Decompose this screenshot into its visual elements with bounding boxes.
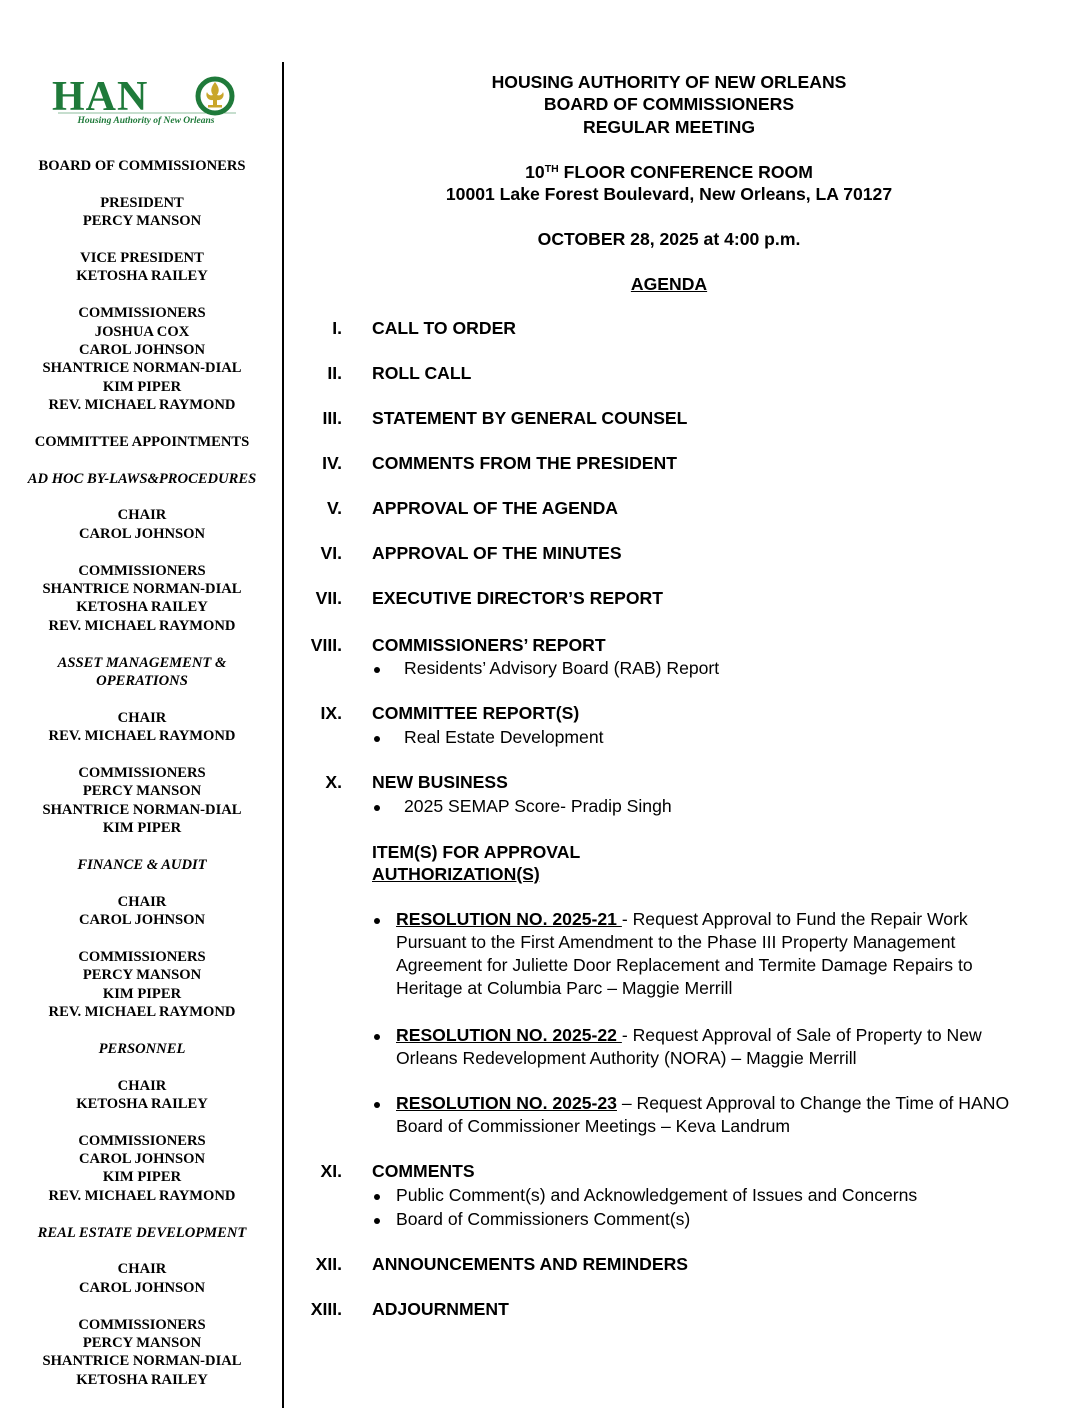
roster-line: PERCY MANSON [82,213,202,230]
roster-line: KETOSHA RAILEY [76,268,208,285]
board-roster-list [8,157,276,1389]
roster-line: KETOSHA RAILEY [76,599,208,616]
resolution-item [396,1024,1036,1070]
roster-spacer [8,690,276,708]
roster-line: CAROL JOHNSON [78,341,206,358]
meeting-type: REGULAR MEETING [582,117,756,137]
vertical-divider [282,62,284,1408]
committee-heading: REAL ESTATE DEVELOPMENT [37,1224,247,1241]
agenda-item-title: ADJOURNMENT [372,1299,509,1319]
roster-line: PRESIDENT [100,194,184,211]
resolution-description: – Request Approval to Change the Time of HANO Board of Commissioner Meetings – Keva Landrum [396,1093,1010,1136]
agenda-item-number: XIII. [310,1299,342,1319]
roster-spacer [8,1205,276,1223]
hano-logo [50,74,240,126]
agenda-item-title: COMMITTEE REPORT(S) [372,703,580,723]
roster-spacer [8,1113,276,1131]
roster-spacer [8,1242,276,1260]
bullet-icon [374,1102,380,1108]
agenda-item-title: ROLL CALL [372,363,472,383]
bullet-icon [374,918,380,924]
agenda-item-number: VII. [315,588,342,608]
roster-line: CHAIR [117,507,167,524]
roster-spacer [8,746,276,764]
roster-spacer [8,635,276,653]
bullet-icon [374,1194,380,1200]
org-name: HOUSING AUTHORITY OF NEW ORLEANS [491,72,847,92]
roster-line: REV. MICHAEL RAYMOND [48,397,236,414]
roster-spacer [8,543,276,561]
roster-line: COMMISSIONERS [78,764,206,781]
roster-spacer [8,414,276,432]
committee-heading: PERSONNEL [98,1040,186,1057]
svg-text:HAN: HAN [52,74,149,120]
agenda-item-number: XI. [320,1161,342,1181]
roster-line: REV. MICHAEL RAYMOND [48,1187,236,1204]
resolution-description: - Request Approval to Fund the Repair Work Pursuant to the First Amendment to the Phase III Property Management Agreement for Juliette Door Replacement and Termite Damage Repairs to Heritage at Columbia Parc – Maggie Merrill [396,909,973,998]
resolution-number: RESOLUTION NO. 2025-22 [396,1025,622,1045]
committee-heading: FINANCE & AUDIT [77,856,207,873]
roster-spacer [8,488,276,506]
roster-line: COMMISSIONERS [78,305,206,322]
roster-line: COMMISSIONERS [78,562,206,579]
agenda-item-title: EXECUTIVE DIRECTOR’S REPORT [372,588,663,608]
agenda-item-number: II. [327,363,342,383]
agenda-subitem: Board of Commissioners Comment(s) [396,1209,691,1229]
meeting-address: 10001 Lake Forest Boulevard, New Orleans, LA 70127 [445,184,893,204]
agenda-item-title: COMMENTS FROM THE PRESIDENT [372,453,677,473]
agenda-subitem: Real Estate Development [404,727,604,747]
roster-spacer [8,451,276,469]
roster-line: SHANTRICE NORMAN-DIAL [42,360,242,377]
roster-line: CHAIR [117,1077,167,1094]
agenda-item-title: COMMENTS [372,1161,475,1181]
roster-line: CAROL JOHNSON [78,525,206,542]
roster-line: REV. MICHAEL RAYMOND [48,617,236,634]
agenda-item-number: IX. [320,703,342,723]
roster-line: VICE PRESIDENT [80,249,204,266]
roster-line: SHANTRICE NORMAN-DIAL [42,580,242,597]
roster-spacer [8,874,276,892]
floor-room: FLOOR CONFERENCE ROOM [558,162,813,182]
bullet-icon [374,667,380,673]
roster-line: BOARD OF COMMISSIONERS [38,158,246,174]
agenda-item-title: CALL TO ORDER [372,318,517,338]
roster-line: CHAIR [117,893,167,910]
roster-line: PERCY MANSON [82,967,202,984]
roster-spacer [8,1297,276,1315]
agenda-heading: AGENDA [630,274,708,294]
roster-line: COMMISSIONERS [78,1316,206,1333]
committee-heading: ASSET MANAGEMENT & [57,654,227,671]
approval-subheading [372,863,540,886]
agenda-item-number: I. [332,318,342,338]
roster-line: KETOSHA RAILEY [76,1095,208,1112]
roster-line: PERCY MANSON [82,1335,202,1351]
roster-spacer [8,175,276,193]
roster-line: SHANTRICE NORMAN-DIAL [42,1353,242,1370]
agenda-item-number: XII. [315,1254,342,1274]
roster-line: COMMISSIONERS [78,1132,206,1149]
agenda-item-number: III. [322,408,342,428]
bullet-icon [374,1034,380,1040]
roster-spacer [8,1058,276,1076]
agenda-item-title: ANNOUNCEMENTS AND REMINDERS [372,1254,689,1274]
roster-line: REV. MICHAEL RAYMOND [48,728,236,745]
bullet-icon [374,736,380,742]
roster-line: CHAIR [117,709,167,726]
roster-line: KETOSHA RAILEY [76,1371,208,1388]
authorizations-label: AUTHORIZATION(S) [372,864,540,884]
agenda-item-number: X. [325,772,342,792]
agenda-item-title: APPROVAL OF THE MINUTES [372,543,622,563]
resolution-number: RESOLUTION NO. 2025-21 [396,909,622,929]
roster-spacer [8,286,276,304]
roster-line: CAROL JOHNSON [78,912,206,929]
agenda-subitem: Public Comment(s) and Acknowledgement of Issues and Concerns [396,1185,918,1205]
committee-heading: OPERATIONS [96,672,188,689]
bullet-icon [374,1218,380,1224]
agenda-item-title: COMMISSIONERS’ REPORT [372,635,606,655]
agenda-subitem: Residents’ Advisory Board (RAB) Report [404,658,720,678]
roster-line: KIM PIPER [102,820,182,837]
roster-spacer [8,837,276,855]
roster-line: COMMISSIONERS [78,948,206,965]
bullet-icon [374,805,380,811]
meeting-date: OCTOBER 28, 2025 at 4:00 p.m. [537,229,801,249]
board-name: BOARD OF COMMISSIONERS [543,94,795,114]
roster-spacer [8,929,276,947]
roster-line: KIM PIPER [102,985,182,1002]
committee-heading: AD HOC BY-LAWS&PROCEDURES [27,470,257,487]
resolution-item [396,908,1036,1000]
agenda-item-title: NEW BUSINESS [372,772,508,792]
logo-tagline: Housing Authority of New Orleans [77,116,215,126]
roster-line: CHAIR [117,1261,167,1278]
floor-suffix: TH [544,163,559,175]
resolution-item [396,1092,1036,1138]
hano-logo-graphic [50,74,240,126]
agenda-item-number: VIII. [310,635,342,655]
roster-spacer [8,231,276,249]
agenda-item-number: IV. [322,453,342,473]
roster-line: COMMITTEE APPOINTMENTS [34,433,250,450]
agenda-item-title: APPROVAL OF THE AGENDA [372,498,619,518]
agenda-item-title: STATEMENT BY GENERAL COUNSEL [372,408,688,428]
roster-line: CAROL JOHNSON [78,1279,206,1296]
roster-line: PERCY MANSON [82,783,202,800]
agenda-item-number: V. [326,498,342,518]
sidebar-board-roster [8,0,276,1408]
roster-line: REV. MICHAEL RAYMOND [48,1003,236,1020]
roster-line: KIM PIPER [102,378,182,395]
floor-number: 10 [525,162,545,182]
roster-line: JOSHUA COX [94,323,190,340]
resolution-description: - Request Approval of Sale of Property to New Orleans Redevelopment Authority (NORA) – Maggie Merrill [396,1025,982,1068]
agenda-item-number: VI. [320,543,342,563]
approval-heading: ITEM(S) FOR APPROVAL [372,842,581,862]
agenda-subitem: 2025 SEMAP Score- Pradip Singh [404,796,672,816]
roster-line: CAROL JOHNSON [78,1151,206,1168]
agenda-main [290,0,1088,1408]
roster-spacer [8,1021,276,1039]
roster-line: SHANTRICE NORMAN-DIAL [42,801,242,818]
resolution-number: RESOLUTION NO. 2025-23 [396,1093,617,1113]
roster-line: KIM PIPER [102,1169,182,1186]
